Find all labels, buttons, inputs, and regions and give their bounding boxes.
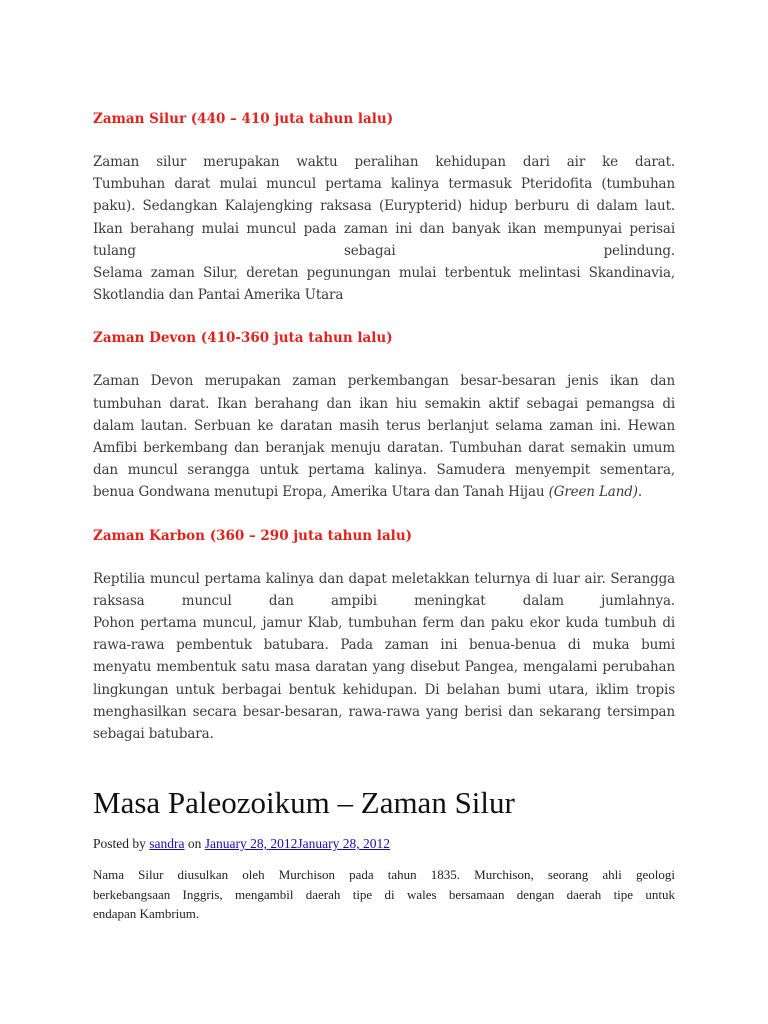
section-heading: Zaman Silur (440 – 410 juta tahun lalu) [93, 111, 394, 127]
post-body-line: berkebangsaan Inggris, mengambil daerah tipe di wales bersamaan dengan daerah tipe untuk [93, 886, 675, 902]
post-date-link[interactable]: January 28, 2012January 28, 2012 [204, 836, 390, 851]
on-label: on [187, 836, 202, 851]
paragraph-line: raksasa muncul dan ampibi meningkat dalam jumlahnya. [93, 592, 675, 609]
paragraph-line: menyatu membentuk satu masa daratan yang disebut Pangea, mengalami perubahan [93, 659, 675, 676]
section-karbon [93, 525, 675, 746]
paragraph-line: dan muncul serangga untuk pertama kalinya. Samudera menyempit sementara, [93, 462, 675, 479]
post-body-line: Nama Silur diusulkan oleh Murchison pada tahun 1835. Murchison, seorang ahli geologi [93, 867, 675, 882]
post-body [93, 865, 675, 924]
paragraph-line: Pohon pertama muncul, jamur Klab, tumbuhan ferm dan paku ekor kuda tumbuh di [93, 615, 675, 632]
section-devon [93, 327, 675, 503]
paragraph-line: Zaman silur merupakan waktu peralihan kehidupan dari air ke darat. [93, 154, 675, 170]
post-title: Masa Paleozoikum – Zaman Silur [93, 785, 515, 820]
author-link[interactable]: sandra [149, 836, 185, 851]
paragraph-line: Selama zaman Silur, deretan pegunungan mulai terbentuk melintasi Skandinavia, [93, 265, 675, 282]
paragraph-line: menghasilkan secara besar-besaran, rawa-rawa yang berisi dan sekarang tersimpan [93, 703, 675, 720]
paragraph-line: rawa-rawa pembentuk batubara. Pada zaman ini benua-benua di muka bumi [93, 637, 675, 654]
paragraph-line: Skotlandia dan Pantai Amerika Utara [93, 287, 344, 304]
post-meta [93, 836, 390, 852]
paragraph-line-last [93, 481, 675, 503]
paragraph-line: dalam lautan. Serbuan ke daratan masih terus berlanjut selama zaman ini. Hewan [93, 417, 675, 434]
sentence-end: . [637, 484, 643, 501]
paragraph-line: Ikan berahang mulai muncul pada zaman ini dan banyak ikan mempunyai perisai [93, 220, 675, 237]
paragraph-line: Tumbuhan darat mulai muncul pertama kalinya termasuk Pteridofita (tumbuhan [93, 176, 675, 193]
section-silur [93, 108, 675, 306]
paragraph-line: tulang sebagai pelindung. [93, 242, 675, 259]
post-body-line: endapan Kambrium. [93, 906, 200, 921]
section-paragraph [93, 151, 675, 306]
paragraph-line: lingkungan untuk berbagai bentuk kehidupan. Di belahan bumi utara, iklim tropis [93, 681, 675, 698]
posted-by-label: Posted by [93, 836, 146, 851]
section-paragraph [93, 568, 675, 746]
paragraph-line: paku). Sedangkan Kalajengking raksasa (Eurypterid) hidup berburu di dalam laut. [93, 198, 675, 215]
section-heading: Zaman Karbon (360 – 290 juta tahun lalu) [93, 527, 413, 544]
paragraph-text: benua Gondwana menutupi Eropa, Amerika Utara dan Tanah Hijau [93, 484, 545, 501]
italic-term: (Green Land) [548, 484, 638, 501]
paragraph-line: Zaman Devon merupakan zaman perkembangan besar-besaran jenis ikan dan [93, 373, 675, 390]
paragraph-line: Amfibi berkembang dan beranjak menuju daratan. Tumbuhan darat semakin umum [93, 440, 675, 457]
paragraph-line: sebagai batubara. [93, 726, 214, 743]
section-heading: Zaman Devon (410-360 juta tahun lalu) [93, 330, 393, 347]
section-paragraph [93, 370, 675, 503]
paragraph-line: Reptilia muncul pertama kalinya dan dapat meletakkan telurnya di luar air. Serangga [93, 570, 675, 587]
document-page [93, 108, 675, 921]
paragraph-line: tumbuhan darat. Ikan berahang dan ikan hiu semakin aktif sebagai pemangsa di [93, 395, 675, 412]
